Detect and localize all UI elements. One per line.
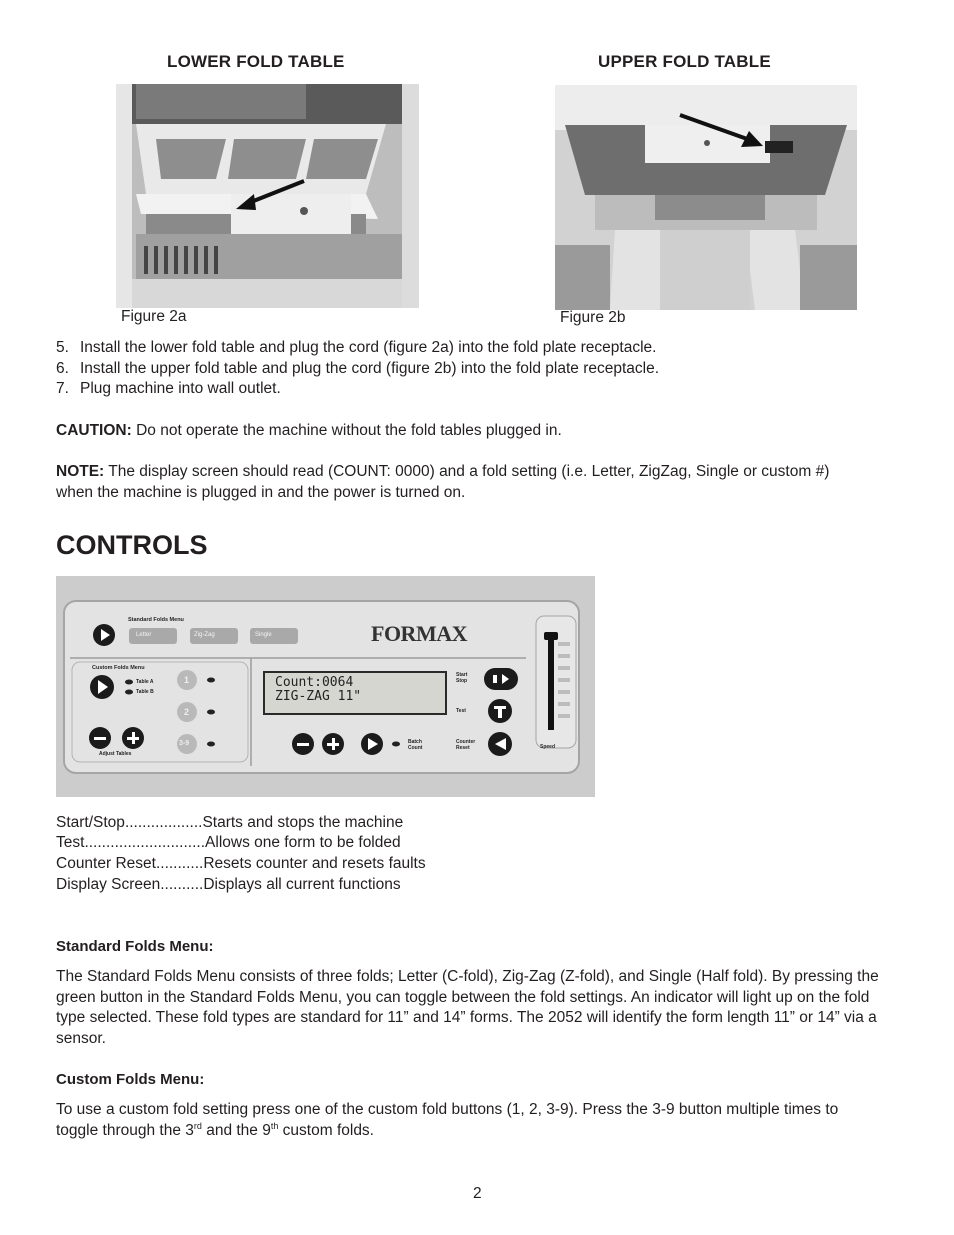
superscript-th: th <box>270 1120 279 1131</box>
custom-folds-text-3: custom folds. <box>278 1121 374 1139</box>
definition-desc: Resets counter and resets faults <box>203 855 426 872</box>
standard-folds-paragraph: The Standard Folds Menu consists of three folds; Letter (C-fold), Zig-Zag (Z-fold), and Single (Half fold). By pressing the green button in the Standard Folds Menu, you can toggle between the fold settings. An indicator will light up on the fold type selected. These fold types are standard for 11” and 14” forms. The 2052 will identify the form length 11” or 14” via a sensor. <box>56 968 879 1047</box>
test-label: Test <box>456 708 466 714</box>
definition-display-screen <box>56 876 401 894</box>
step-7 <box>56 380 281 398</box>
table-a-label: Table A <box>136 679 154 685</box>
step-number: 6. <box>56 360 69 377</box>
controls-heading: CONTROLS <box>56 530 208 560</box>
note-paragraph <box>56 462 856 503</box>
lcd-line-1: Count:0064 <box>275 675 354 690</box>
lcd-line-2: ZIG-ZAG 11" <box>275 689 362 704</box>
step-text: Install the upper fold table and plug the cord (figure 2b) into the fold plate receptacle. <box>80 360 660 377</box>
definition-term: Display Screen <box>56 876 161 893</box>
custom-1-label: 1 <box>184 675 190 685</box>
custom-folds-heading: Custom Folds Menu: <box>56 1071 205 1088</box>
table-b-label: Table B <box>136 689 154 695</box>
step-text: Plug machine into wall outlet. <box>80 380 281 397</box>
note-label: NOTE: <box>56 463 105 480</box>
page-number: 2 <box>473 1185 482 1202</box>
definition-dots: ........... <box>155 855 204 872</box>
step-5 <box>56 339 656 357</box>
batch-count-label: Batch Count <box>408 739 423 751</box>
standard-folds-menu-label: Standard Folds Menu <box>128 617 184 623</box>
letter-button-label: Letter <box>136 632 152 638</box>
definition-term: Counter Reset <box>56 855 156 872</box>
figure-2a-title: LOWER FOLD TABLE <box>167 52 345 71</box>
custom-folds-paragraph <box>56 1100 876 1141</box>
definition-term: Test <box>56 834 85 851</box>
custom-folds-text-1: To use a custom fold setting press one of the custom fold buttons (1, 2, 3-9). Press the 3-9 button multiple times to toggle through the 3 <box>56 1101 839 1139</box>
control-panel-photo <box>56 576 595 797</box>
zigzag-button-label: Zig-Zag <box>194 632 215 638</box>
custom-folds-text-2: and the 9 <box>201 1121 271 1139</box>
speed-label: Speed <box>540 744 556 750</box>
single-button-label: Single <box>255 632 272 638</box>
step-text: Install the lower fold table and plug the cord (figure 2a) into the fold plate receptacle. <box>80 339 657 356</box>
step-number: 7. <box>56 380 69 397</box>
definition-desc: Allows one form to be folded <box>205 834 401 851</box>
superscript-rd: rd <box>193 1120 202 1131</box>
definition-dots: .................. <box>124 814 203 831</box>
standard-folds-heading: Standard Folds Menu: <box>56 938 214 955</box>
figure-2a-photo <box>116 84 419 308</box>
note-text: The display screen should read (COUNT: 0000) and a fold setting (i.e. Letter, ZigZag, Single or custom #) when the machine is plugged in and the power is turned on. <box>56 463 830 501</box>
definition-start-stop <box>56 814 403 832</box>
definition-dots: .......... <box>160 876 204 893</box>
figure-2a-caption: Figure 2a <box>121 308 187 325</box>
counter-reset-label: Counter Reset <box>456 739 476 751</box>
definition-test <box>56 834 401 852</box>
definition-dots: ............................ <box>84 834 206 851</box>
formax-logo: FORMAX <box>371 621 467 646</box>
custom-folds-menu-label: Custom Folds Menu <box>92 665 145 671</box>
caution-text: Do not operate the machine without the fold tables plugged in. <box>131 422 562 439</box>
start-stop-label: Start Stop <box>456 672 468 684</box>
figure-2b-photo <box>555 85 857 310</box>
step-6 <box>56 360 659 378</box>
caution-paragraph <box>56 421 896 442</box>
definition-desc: Starts and stops the machine <box>202 814 404 831</box>
caution-label: CAUTION: <box>56 422 132 439</box>
definition-term: Start/Stop <box>56 814 125 831</box>
definition-counter-reset <box>56 855 426 873</box>
figure-2b-title: UPPER FOLD TABLE <box>598 52 771 71</box>
custom-2-label: 2 <box>184 707 190 717</box>
figure-2b-caption: Figure 2b <box>560 309 626 326</box>
custom-3-9-label: 3-9 <box>179 740 190 747</box>
definition-desc: Displays all current functions <box>203 876 401 893</box>
step-number: 5. <box>56 339 69 356</box>
adjust-tables-label: Adjust Tables <box>99 751 132 757</box>
